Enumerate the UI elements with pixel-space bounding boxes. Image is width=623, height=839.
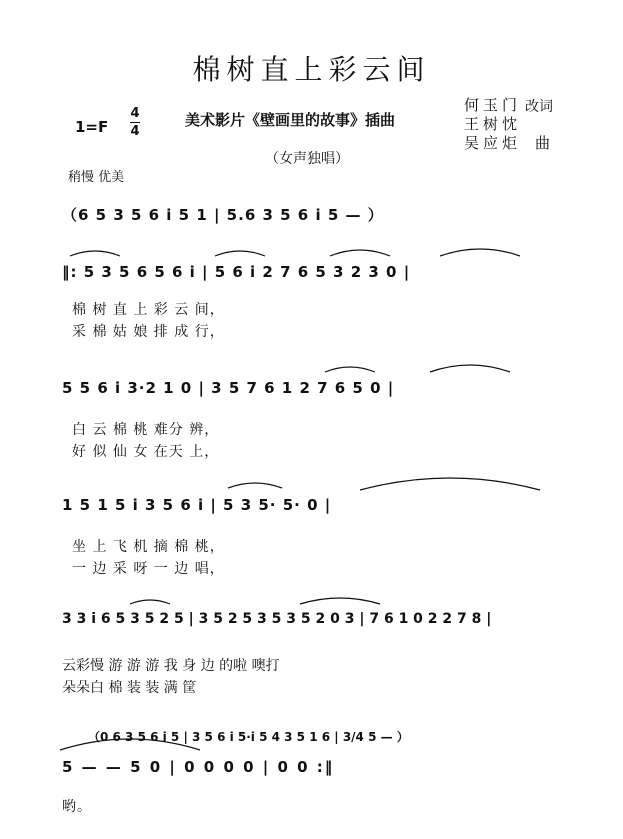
line4-lyrics-verse1: 云彩慢 游 游 游 我 身 边 的啦 噢打 bbox=[62, 658, 280, 674]
composer-role: 曲 bbox=[535, 134, 551, 152]
line5-lyrics: 哟。 bbox=[62, 799, 92, 815]
time-signature bbox=[130, 106, 140, 139]
meter-denominator: 4 bbox=[130, 124, 140, 139]
lyric-role: 改词 bbox=[525, 98, 554, 115]
song-title: 棉树直上彩云间 bbox=[192, 53, 431, 86]
key-signature: 1=F bbox=[75, 118, 109, 136]
line3-lyrics-verse2: 一 边 采 呀 一 边 唱， bbox=[72, 561, 225, 577]
line2-notes: 5 5 6 i 3·2 1 0 | 3 5 7 6 1 2 7 6 5 0 | bbox=[62, 379, 395, 397]
line1-lyrics-verse2: 采 棉 姑 娘 排 成 行， bbox=[72, 324, 225, 340]
intro-notes: （6 5 3 5 6 i 5 1 | 5.6 3 5 6 i 5 — ） bbox=[62, 206, 384, 224]
performance-note: （女声独唱） bbox=[265, 151, 349, 167]
line5-notes: 5 — — 5 0 | 0 0 0 0 | 0 0 :‖ bbox=[62, 758, 335, 776]
line3-notes: 1 5 1 5 i 3 5 6 i | 5 3 5· 5· 0 | bbox=[62, 496, 332, 514]
credits bbox=[464, 96, 553, 153]
lyricist-names: 何玉门 王树忱 bbox=[464, 96, 522, 133]
line4-notes: 3 3 i 6 5 3 5 2 5 | 3 5 2 5 3 5 3 5 2 0 3 | 7 6 1 0 2 2 7 8 | bbox=[62, 611, 492, 627]
line2-lyrics-verse2: 好 似 仙 女 在天 上， bbox=[72, 444, 220, 460]
line2-lyrics-verse1: 白 云 棉 桃 难分 辨， bbox=[72, 422, 220, 438]
composer-name: 吴应炬 bbox=[464, 134, 522, 152]
line5-instrumental: （0 6 3 5 6 i 5 | 3 5 6 i 5·i 5 4 3 5 1 6 | 3/4 5 — ） bbox=[88, 730, 409, 744]
tempo-marking: 稍慢 优美 bbox=[68, 170, 125, 185]
line1-lyrics-verse1: 棉 树 直 上 彩 云 间， bbox=[72, 302, 225, 318]
line3-lyrics-verse1: 坐 上 飞 机 摘 棉 桃， bbox=[72, 539, 225, 555]
line4-lyrics-verse2: 朵朵白 棉 装 装 满 筐 bbox=[62, 680, 197, 696]
source-subtitle: 美术影片《壁画里的故事》插曲 bbox=[185, 111, 396, 129]
meter-numerator: 4 bbox=[130, 106, 140, 121]
line1-notes: ‖: 5 3 5 6 5 6 i | 5 6 i 2 7 6 5 3 2 3 0 | bbox=[62, 263, 411, 281]
